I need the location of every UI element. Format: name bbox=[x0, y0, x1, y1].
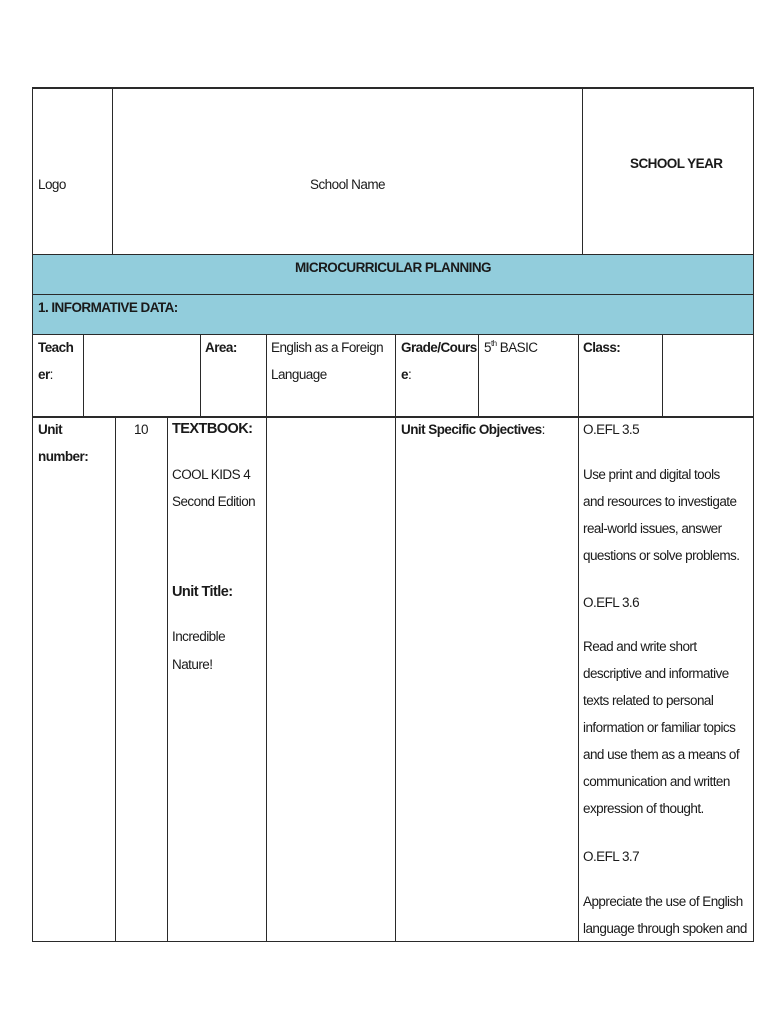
textbook-label: TEXTBOOK: bbox=[172, 421, 253, 437]
unit-title-label: Unit Title: bbox=[172, 584, 233, 600]
grade-rest: BASIC bbox=[496, 340, 538, 355]
page-title: MICROCURRICULAR PLANNING bbox=[294, 260, 492, 275]
unit-label-line1: Unit bbox=[38, 422, 63, 437]
objective-2-code: O.EFL 3.6 bbox=[583, 595, 640, 610]
objective-2-line: Read and write short bbox=[583, 639, 697, 654]
border-info-6 bbox=[578, 335, 579, 417]
border-info-5 bbox=[478, 335, 479, 417]
border-unit-5 bbox=[578, 418, 579, 942]
class-label: Class: bbox=[583, 340, 621, 355]
border-info-4 bbox=[395, 335, 396, 417]
grade-label-line2 bbox=[401, 361, 411, 388]
objectives-label bbox=[401, 416, 545, 443]
border-year-divider bbox=[582, 88, 583, 255]
grade-label-line1: Grade/Cours bbox=[401, 340, 477, 355]
objective-3-line: Appreciate the use of English bbox=[583, 894, 743, 909]
teacher-colon: : bbox=[49, 367, 53, 382]
unit-label-line2: number: bbox=[38, 449, 89, 464]
objective-1-code: O.EFL 3.5 bbox=[583, 422, 640, 437]
objective-3-code: O.EFL 3.7 bbox=[583, 849, 640, 864]
grade-num: 5 bbox=[484, 340, 491, 355]
objective-1-line: and resources to investigate bbox=[583, 494, 737, 509]
objective-1-line: Use print and digital tools bbox=[583, 467, 720, 482]
objective-2-line: information or familiar topics bbox=[583, 720, 736, 735]
textbook-line1: COOL KIDS 4 bbox=[172, 467, 251, 482]
objective-1-text bbox=[583, 461, 739, 569]
border-info-7 bbox=[662, 335, 663, 417]
border-unit-3 bbox=[266, 418, 267, 942]
border-info-3 bbox=[266, 335, 267, 417]
objective-1-line: questions or solve problems. bbox=[583, 548, 740, 563]
border-unit-4 bbox=[395, 418, 396, 942]
border-unit-2 bbox=[167, 418, 168, 942]
area-value-line1: English as a Foreign bbox=[271, 340, 384, 355]
objective-2-line: expression of thought. bbox=[583, 801, 704, 816]
textbook-line2: Second Edition bbox=[172, 494, 256, 509]
grade-value bbox=[484, 334, 538, 361]
teacher-label-er: er bbox=[38, 367, 50, 382]
logo-placeholder: Logo bbox=[38, 177, 66, 192]
border-right bbox=[753, 87, 754, 942]
objective-1-line: real-world issues, answer bbox=[583, 521, 722, 536]
area-label: Area: bbox=[205, 340, 237, 355]
objective-2-line: and use them as a means of bbox=[583, 747, 740, 762]
border-unit-1 bbox=[115, 418, 116, 942]
objective-3-text bbox=[583, 888, 747, 942]
teacher-label-line1: Teach bbox=[38, 340, 74, 355]
border-info-1 bbox=[83, 335, 84, 417]
grade-label-e: e bbox=[401, 367, 408, 382]
border-section-bottom bbox=[33, 334, 754, 335]
unit-number: 10 bbox=[134, 422, 148, 437]
objective-2-line: texts related to personal bbox=[583, 693, 714, 708]
school-year: SCHOOL YEAR bbox=[630, 156, 723, 171]
grade-colon: : bbox=[407, 367, 412, 382]
objective-2-line: communication and written bbox=[583, 774, 730, 789]
objectives-colon: : bbox=[541, 422, 545, 437]
border-top bbox=[33, 87, 754, 89]
school-name: School Name bbox=[310, 177, 385, 192]
border-info-2 bbox=[200, 335, 201, 417]
objective-2-text bbox=[583, 633, 739, 822]
objectives-label-text: Unit Specific Objectives bbox=[401, 422, 542, 437]
teacher-label-line2 bbox=[38, 361, 53, 388]
unit-title-line1: Incredible bbox=[172, 629, 226, 644]
unit-title-line2: Nature! bbox=[172, 657, 213, 672]
objective-3-line: language through spoken and bbox=[583, 921, 747, 936]
border-left bbox=[32, 87, 33, 942]
section-heading: 1. INFORMATIVE DATA: bbox=[38, 300, 178, 315]
area-value-line2: Language bbox=[271, 367, 327, 382]
grade-sup: th bbox=[490, 339, 497, 348]
objective-2-line: descriptive and informative bbox=[583, 666, 729, 681]
